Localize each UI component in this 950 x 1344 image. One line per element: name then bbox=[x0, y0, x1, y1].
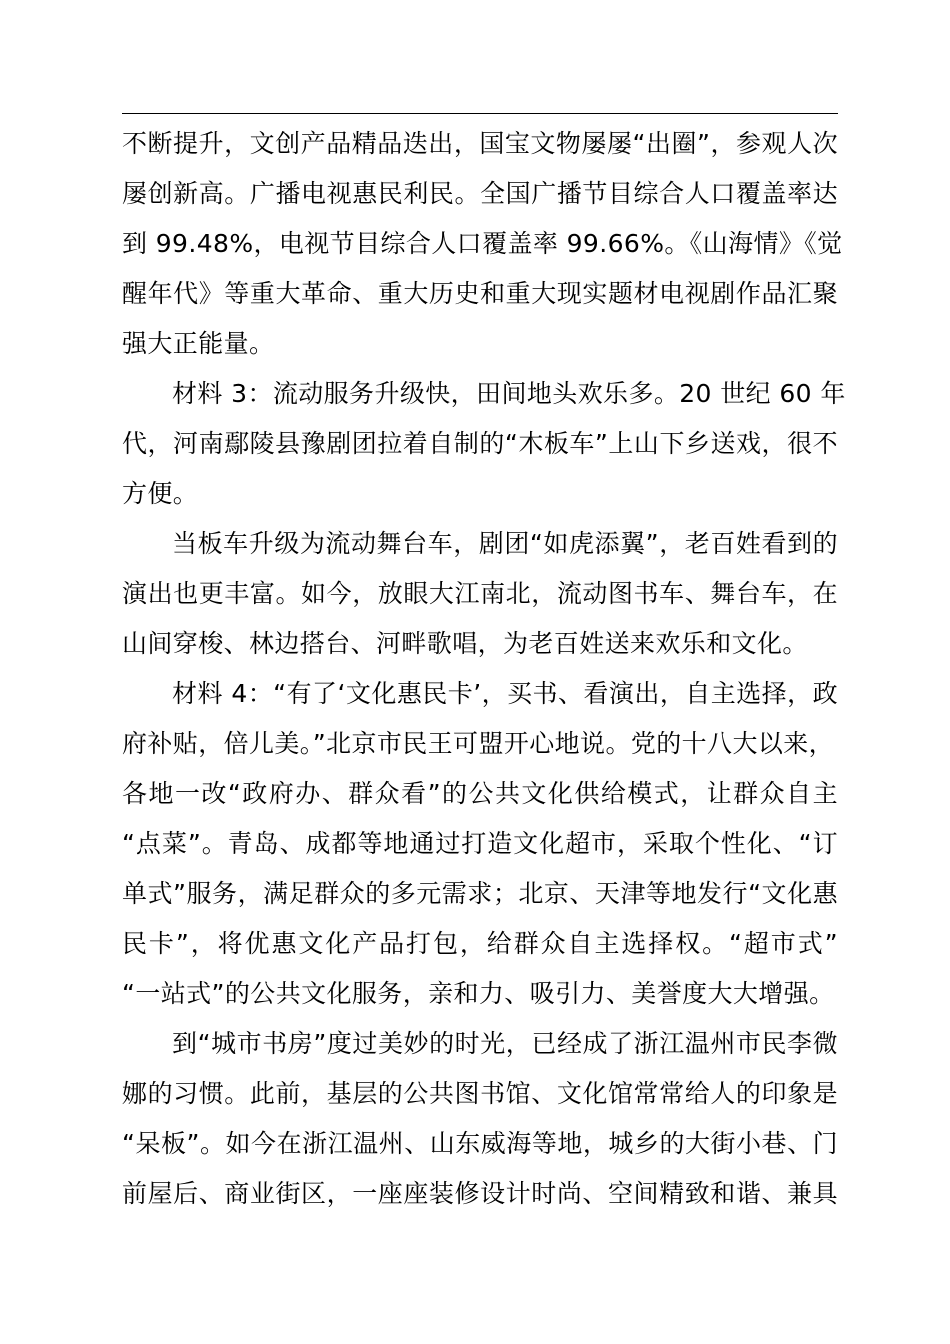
text-line: 代，河南鄢陵县豫剧团拉着自制的“木板车”上山下乡送戏，很不 bbox=[122, 429, 838, 458]
paragraph-start-line: 到“城市书房”度过美妙的时光，已经成了浙江温州市民李微 bbox=[172, 1029, 838, 1058]
paragraph-start-line: 材料 4：“有了‘文化惠民卡’，买书、看演出，自主选择，政 bbox=[172, 679, 838, 708]
text-line: 演出也更丰富。如今，放眼大江南北，流动图书车、舞台车，在 bbox=[122, 579, 838, 608]
text-line: 到 99.48%，电视节目综合人口覆盖率 99.66%。《山海情》《觉 bbox=[122, 229, 843, 258]
text-line: 方便。 bbox=[122, 479, 199, 508]
text-line: 民卡”，将优惠文化产品打包，给群众自主选择权。“超市式” bbox=[122, 929, 838, 958]
text-line: 不断提升，文创产品精品迭出，国宝文物屡屡“出圈”，参观人次 bbox=[122, 129, 838, 158]
text-line: 各地一改“政府办、群众看”的公共文化供给模式，让群众自主 bbox=[122, 779, 838, 808]
paragraph-start-line: 当板车升级为流动舞台车，剧团“如虎添翼”，老百姓看到的 bbox=[172, 529, 838, 558]
text-line: 醒年代》等重大革命、重大历史和重大现实题材电视剧作品汇聚 bbox=[122, 279, 838, 308]
text-line: 屡创新高。广播电视惠民利民。全国广播节目综合人口覆盖率达 bbox=[122, 179, 838, 208]
text-line: “呆板”。如今在浙江温州、山东威海等地，城乡的大街小巷、门 bbox=[122, 1129, 838, 1158]
text-line: 府补贴，倍儿美。”北京市民王可盟开心地说。党的十八大以来， bbox=[122, 729, 835, 758]
text-line: 单式”服务，满足群众的多元需求；北京、天津等地发行“文化惠 bbox=[122, 879, 838, 908]
text-line: “点菜”。青岛、成都等地通过打造文化超市，采取个性化、“订 bbox=[122, 829, 838, 858]
text-line: 娜的习惯。此前，基层的公共图书馆、文化馆常常给人的印象是 bbox=[122, 1079, 838, 1108]
header-rule bbox=[122, 113, 838, 114]
text-line: 强大正能量。 bbox=[122, 329, 275, 358]
text-line: 山间穿梭、林边搭台、河畔歌唱，为老百姓送来欢乐和文化。 bbox=[122, 629, 808, 658]
text-line: 前屋后、商业街区，一座座装修设计时尚、空间精致和谐、兼具 bbox=[122, 1179, 838, 1208]
text-line: “一站式”的公共文化服务，亲和力、吸引力、美誉度大大增强。 bbox=[122, 979, 835, 1008]
paragraph-start-line: 材料 3：流动服务升级快，田间地头欢乐多。20 世纪 60 年 bbox=[172, 379, 846, 408]
